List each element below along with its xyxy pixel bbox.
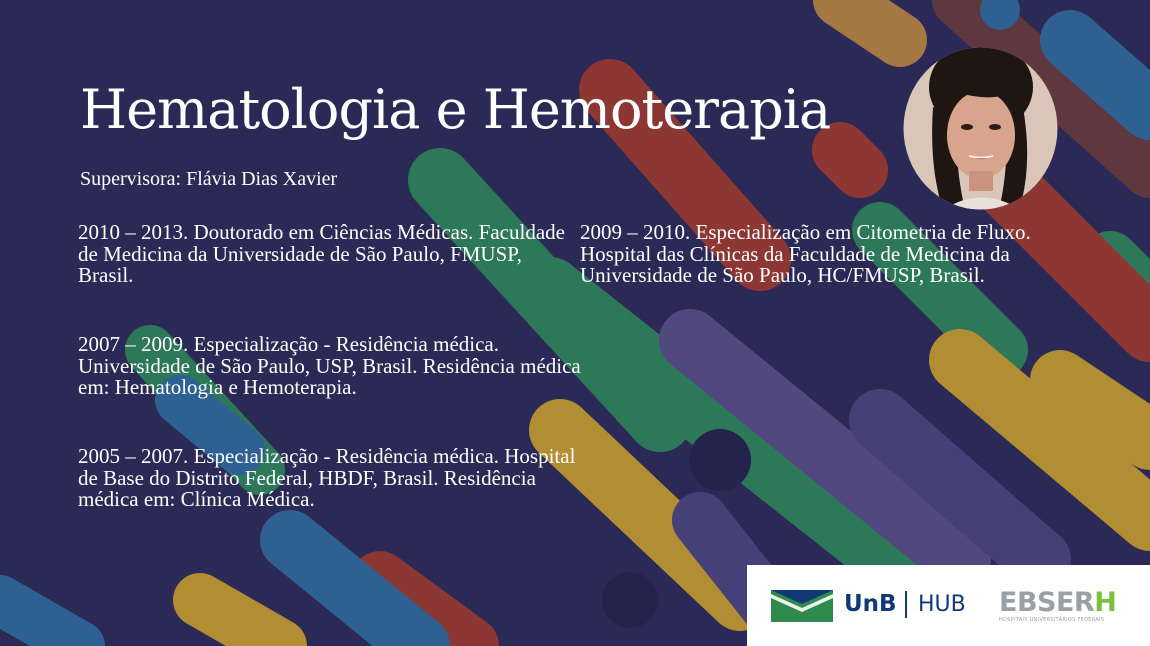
ebserh-logo-h: H <box>1094 587 1117 618</box>
unb-flag-icon <box>771 590 833 622</box>
supervisor-name: Supervisora: Flávia Dias Xavier <box>80 168 338 190</box>
page-title: Hematologia e Hemoterapia <box>80 78 831 141</box>
unb-logo-text: UnB <box>844 591 897 617</box>
institution-logos <box>747 565 1150 646</box>
career-entry-doutorado: 2010 – 2013. Doutorado em Ciências Médicas. Faculdade de Medicina da Universidade de São Paulo, FMUSP, Brasil. <box>78 220 565 287</box>
career-entry-residencia-usp: 2007 – 2009. Especialização - Residência médica. Universidade de São Paulo, USP, Brasil. Residência médica em: Hematologia e Hemoterapia. <box>78 332 581 399</box>
logo-divider <box>905 591 907 618</box>
career-entry-residencia-hbdf: 2005 – 2007. Especialização - Residência médica. Hospital de Base do Distrito Federal, HBDF, Brasil. Residência médica em: Clínica Médica. <box>78 444 576 511</box>
supervisor-photo <box>903 47 1058 210</box>
hub-logo-text: HUB <box>918 592 966 617</box>
ebserh-logo-main: EBSER <box>999 587 1095 618</box>
ebserh-subtitle: HOSPITAIS UNIVERSITÁRIOS FEDERAIS <box>999 617 1105 623</box>
career-entry-citometria: 2009 – 2010. Especialização em Citometria de Fluxo. Hospital das Clínicas da Faculdade de Medicina da Universidade de São Paulo, HC/FMUSP, Brasil. <box>580 220 1031 287</box>
ebserh-logo <box>999 587 1116 618</box>
